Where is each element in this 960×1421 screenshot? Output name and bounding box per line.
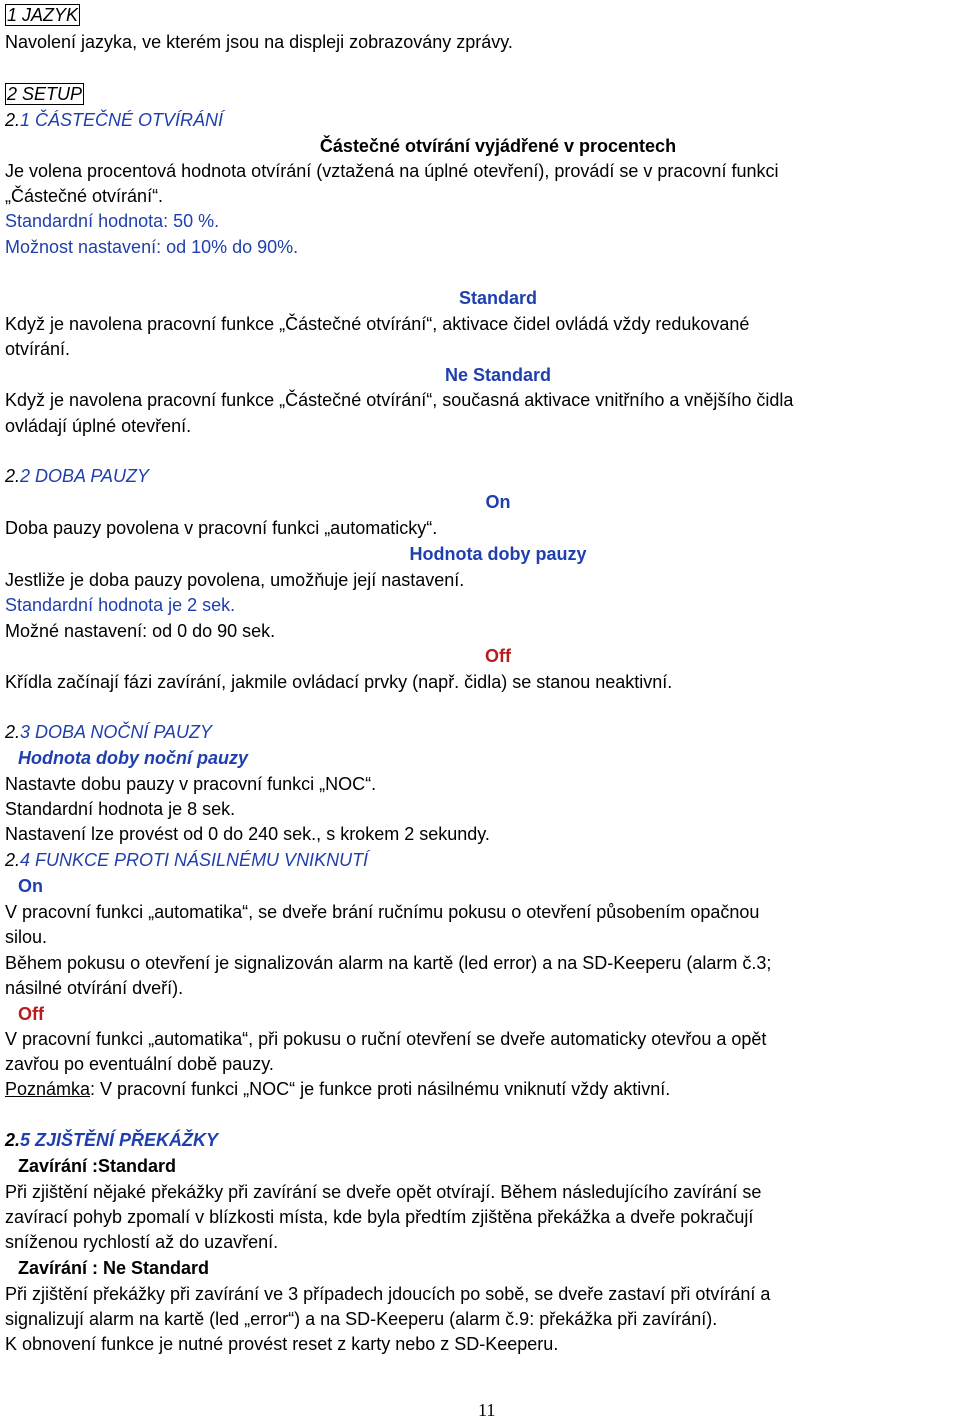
section-2-1-nonstandard-para-2: ovládají úplné otevření. — [5, 416, 192, 436]
section-2-1-subtitle: Částečné otvírání vyjádřené v procentech — [319, 136, 677, 156]
section-2-1-standard-title: Standard — [458, 288, 537, 308]
section-2-1-num: 2. — [5, 110, 21, 130]
section-2-1-range: Možnost nastavení: od 10% do 90%. — [5, 237, 299, 257]
section-2-4-on-para-1: V pracovní funkci „automatika“, se dveře brání ručnímu pokusu o otevření působením opačnou — [5, 902, 760, 922]
section-2-4-off-para-2: zavřou po eventuální době pauzy. — [5, 1054, 274, 1074]
section-2-4-note — [5, 1079, 670, 1100]
section-2-5-title: 5 ZJIŠTĚNÍ PŘEKÁŽKY — [20, 1130, 219, 1150]
section-2-1-heading — [5, 110, 223, 131]
section-2-4-on-para-4: násilné otvírání dveří). — [5, 978, 184, 998]
section-1-text: Navolení jazyka, ve kterém jsou na displeji zobrazovány zprávy. — [5, 32, 513, 52]
section-2-4-note-text: : V pracovní funkci „NOC“ je funkce proti násilnému vniknutí vždy aktivní. — [90, 1079, 671, 1099]
section-2-5-nonstandard-para-2: signalizují alarm na kartě (led „error“) a na SD-Keeperu (alarm č.9: překážka při zavírání). — [5, 1309, 718, 1329]
section-2-heading — [5, 84, 84, 105]
section-2-3-para-2: Standardní hodnota je 8 sek. — [5, 799, 236, 819]
section-2-2-off-title: Off — [485, 646, 511, 666]
section-1-title: 1 JAZYK — [7, 5, 79, 25]
section-2-4-on-para-3: Během pokusu o otevření je signalizován alarm na kartě (led error) a na SD-Keeperu (alarm č.3; — [5, 953, 772, 973]
section-2-3-num: 2. — [5, 722, 21, 742]
section-2-1-default: Standardní hodnota: 50 %. — [5, 211, 220, 231]
section-2-4-on-para-2: silou. — [5, 927, 48, 947]
section-2-2-on-title: On — [485, 492, 511, 512]
section-2-4-on-title: On — [18, 876, 43, 896]
section-2-3-heading — [5, 722, 212, 743]
section-2-5-num: 2. — [5, 1130, 21, 1150]
page-number: 11 — [478, 1400, 496, 1420]
section-2-title: 2 SETUP — [7, 84, 83, 104]
section-2-5-standard-title: Zavírání :Standard — [18, 1156, 177, 1176]
section-2-5-standard-para-1: Při zjištění nějaké překážky při zavírání se dveře opět otvírají. Během následujícího zavírání se — [5, 1182, 762, 1202]
section-2-3-title: 3 DOBA NOČNÍ PAUZY — [20, 722, 213, 742]
section-2-4-off-title: Off — [18, 1004, 44, 1024]
section-2-2-num: 2. — [5, 466, 21, 486]
section-2-2-heading — [5, 466, 149, 487]
section-2-5-standard-para-2: zavírací pohyb zpomalí v blízkosti místa, kde byla předtím zjištěna překážka a dveře pokračují — [5, 1207, 754, 1227]
section-2-2-value-range: Možné nastavení: od 0 do 90 sek. — [5, 621, 276, 641]
section-2-1-standard-para-1: Když je navolena pracovní funkce „Částečné otvírání“, aktivace čidel ovládá vždy redukované — [5, 314, 750, 334]
section-2-1-standard-para-2: otvírání. — [5, 339, 71, 359]
section-2-5-nonstandard-title: Zavírání : Ne Standard — [18, 1258, 210, 1278]
section-2-4-off-para-1: V pracovní funkci „automatika“, při pokusu o ruční otevření se dveře automaticky otevřou a opět — [5, 1029, 767, 1049]
section-2-2-value-para-1: Jestliže je doba pauzy povolena, umožňuje její nastavení. — [5, 570, 465, 590]
section-2-1-para-2: „Částečné otvírání“. — [5, 186, 164, 206]
section-2-1-title: 1 ČÁSTEČNÉ OTVÍRÁNÍ — [20, 110, 224, 130]
section-2-4-num: 2. — [5, 850, 21, 870]
section-2-2-value-title: Hodnota doby pauzy — [409, 544, 587, 564]
section-2-2-title: 2 DOBA PAUZY — [20, 466, 150, 486]
section-2-3-para-3: Nastavení lze provést od 0 do 240 sek., s krokem 2 sekundy. — [5, 824, 490, 844]
section-2-5-nonstandard-para-3: K obnovení funkce je nutné provést reset z karty nebo z SD-Keeperu. — [5, 1334, 559, 1354]
section-1-heading — [5, 5, 80, 26]
section-2-1-para-1: Je volena procentová hodnota otvírání (vztažená na úplné otevření), provádí se v pracovní funkci — [5, 161, 779, 181]
section-2-3-para-1: Nastavte dobu pauzy v pracovní funkci „NOC“. — [5, 774, 377, 794]
section-2-5-standard-para-3: sníženou rychlostí až do uzavření. — [5, 1232, 279, 1252]
section-2-4-note-label: Poznámka — [5, 1079, 91, 1099]
section-2-3-subtitle: Hodnota doby noční pauzy — [18, 748, 248, 768]
section-2-4-heading — [5, 850, 368, 871]
section-2-2-on-para: Doba pauzy povolena v pracovní funkci „automaticky“. — [5, 518, 438, 538]
section-2-5-nonstandard-para-1: Při zjištění překážky při zavírání ve 3 případech jdoucích po sobě, se dveře zastaví při otvírání a — [5, 1284, 771, 1304]
section-2-2-off-para: Křídla začínají fázi zavírání, jakmile ovládací prvky (např. čidla) se stanou neaktivní. — [5, 672, 673, 692]
section-2-4-title: 4 FUNKCE PROTI NÁSILNÉMU VNIKNUTÍ — [20, 850, 369, 870]
section-2-5-heading — [5, 1130, 218, 1151]
section-2-1-nonstandard-title: Ne Standard — [444, 365, 552, 385]
section-2-1-nonstandard-para-1: Když je navolena pracovní funkce „Částečné otvírání“, současná aktivace vnitřního a vnějšího čidla — [5, 390, 794, 410]
section-2-2-value-default: Standardní hodnota je 2 sek. — [5, 595, 236, 615]
